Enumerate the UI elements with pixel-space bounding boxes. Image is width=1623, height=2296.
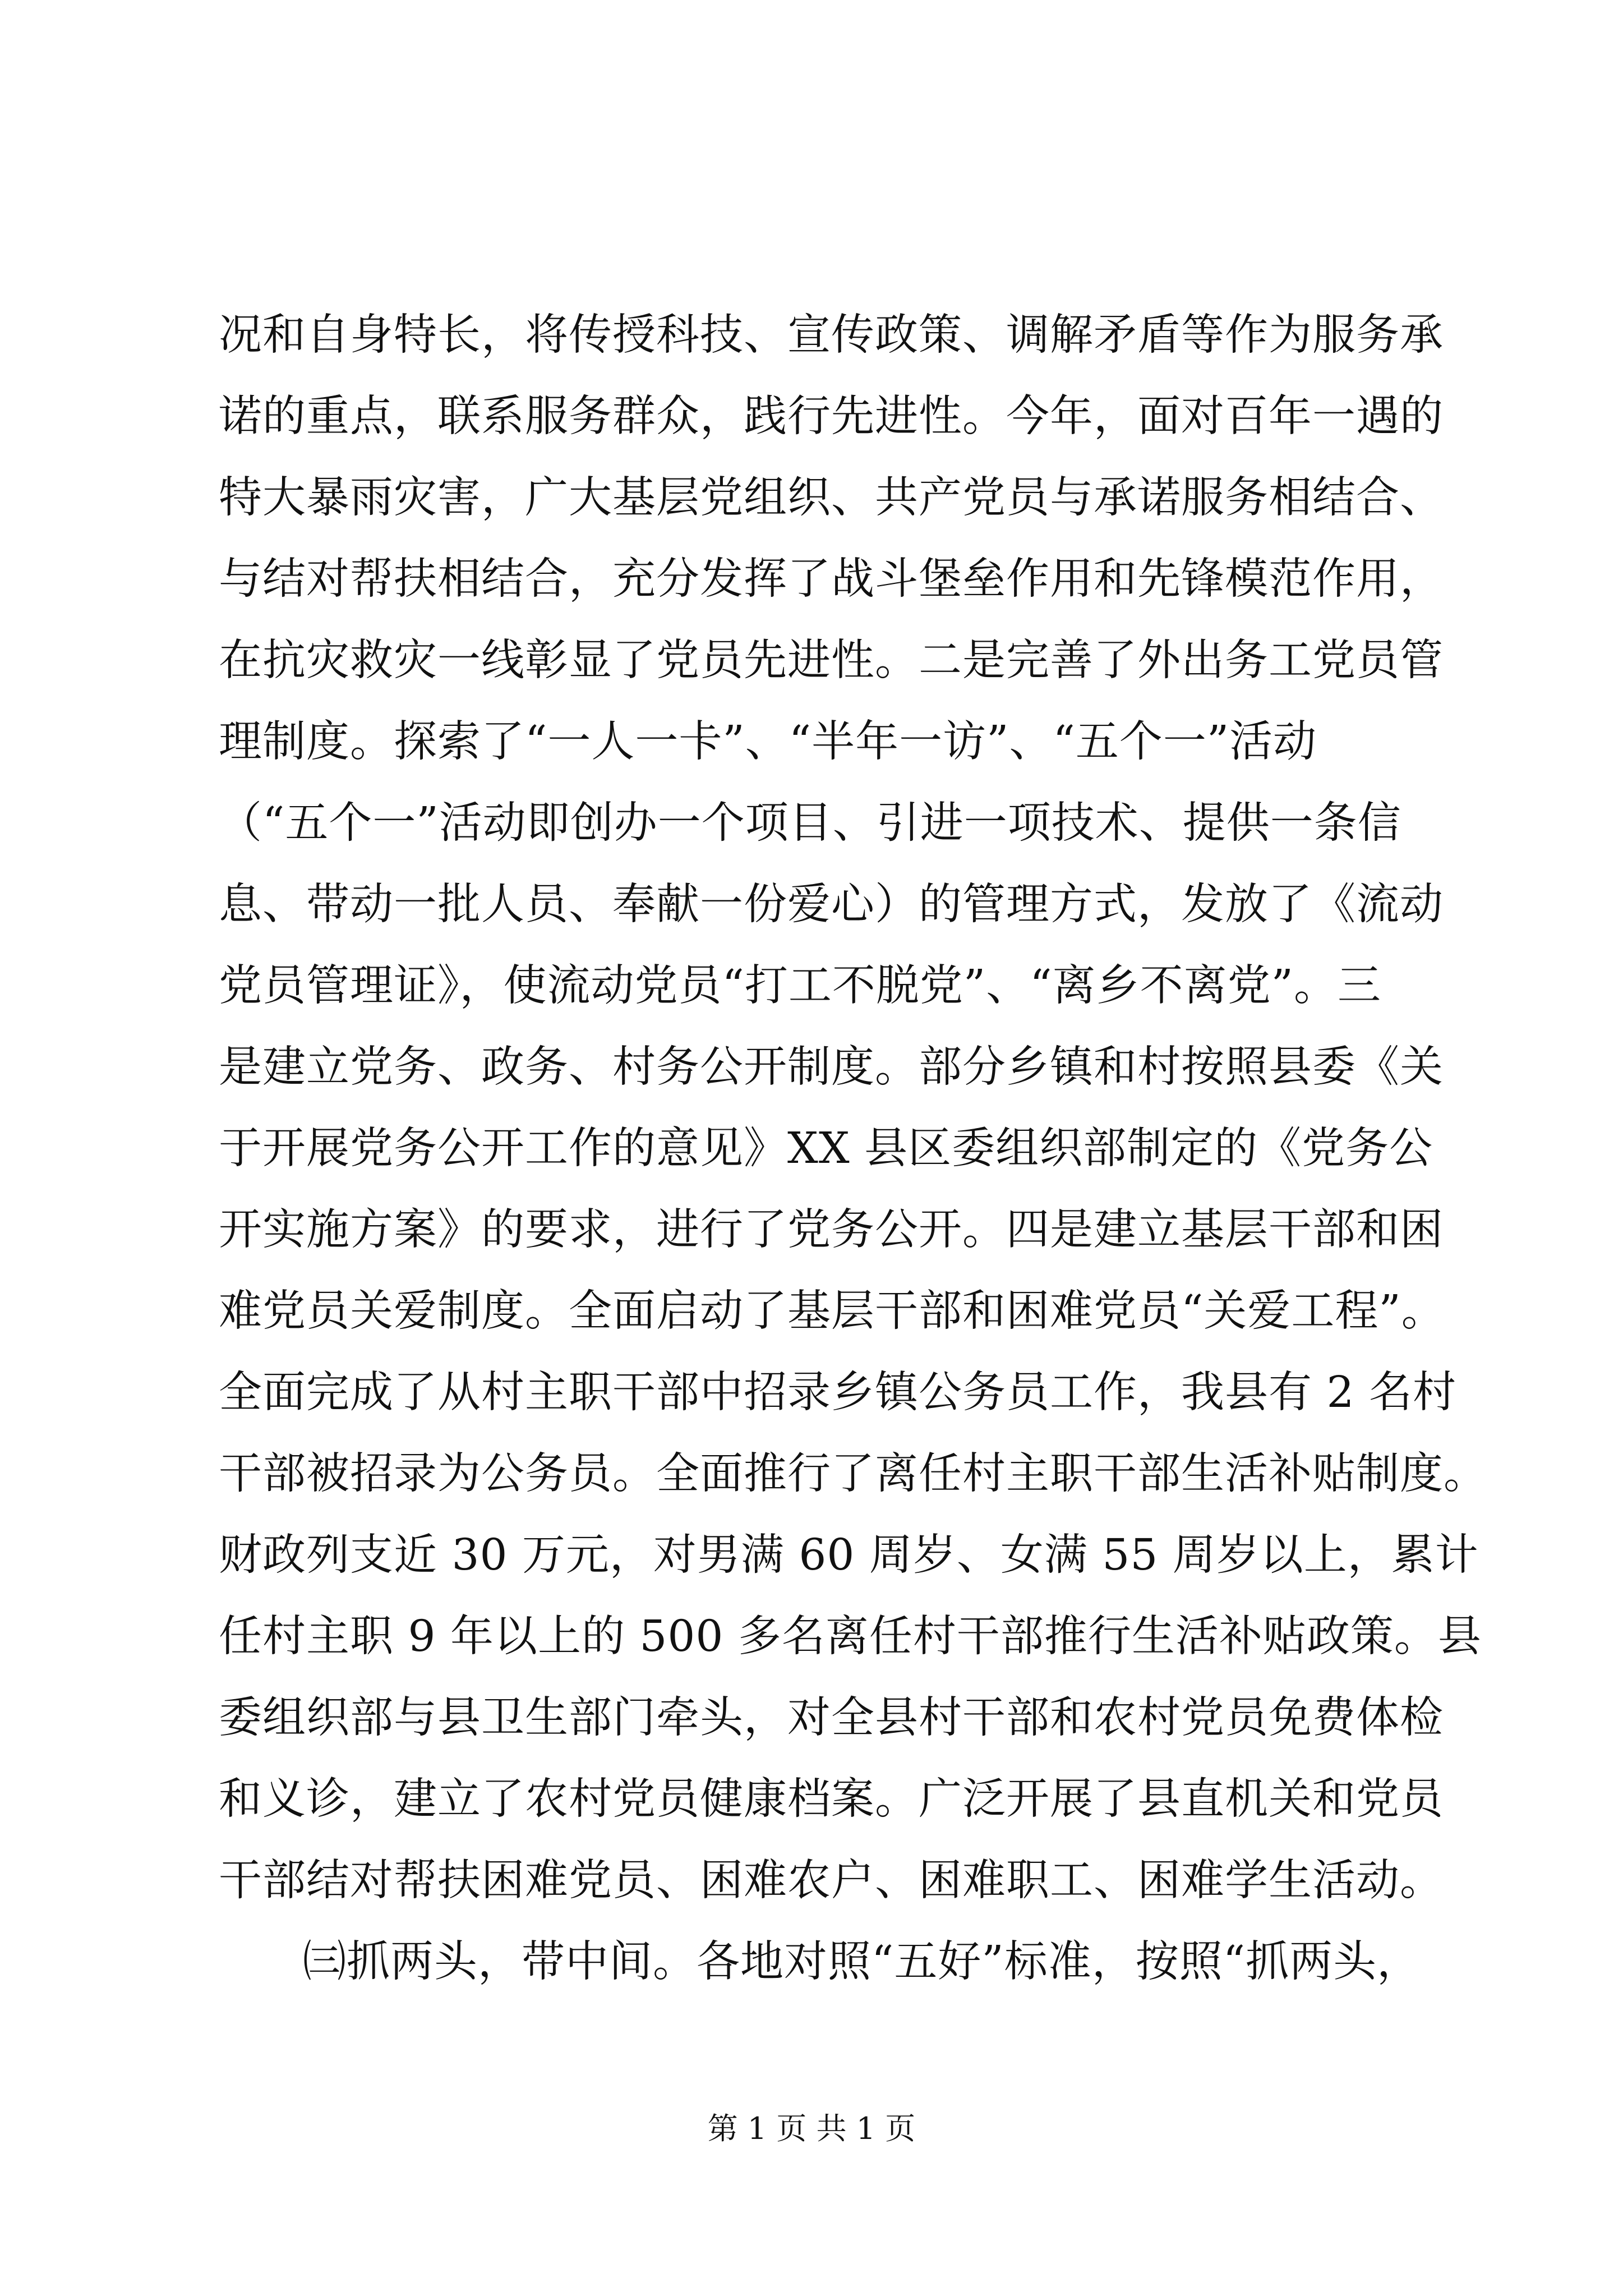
text-line-7: （“五个一”活动即创办一个项目、引进一项技术、提供一条信: [219, 798, 1401, 848]
text-line-4: 与结对帮扶相结合，充分发挥了战斗堡垒作用和先锋模范作用，: [219, 554, 1444, 604]
text-line-21: ㈢抓两头，带中间。各地对照“五好”标准，按照“抓两头，: [303, 1937, 1421, 1987]
text-line-8: 息、带动一批人员、奉献一份爱心）的管理方式，发放了《流动: [219, 880, 1444, 930]
text-line-14: 全面完成了从村主职干部中招录乡镇公务员工作，我县有 2 名村: [219, 1368, 1456, 1418]
text-line-13: 难党员关爱制度。全面启动了基层干部和困难党员“关爱工程”。: [219, 1286, 1445, 1336]
text-line-6: 理制度。探索了“一人一卡”、“半年一访”、“五个一”活动: [219, 717, 1317, 767]
text-line-15: 干部被招录为公务员。全面推行了离任村主职干部生活补贴制度。: [219, 1449, 1487, 1499]
text-line-12: 开实施方案》的要求，进行了党务公开。四是建立基层干部和困: [219, 1205, 1444, 1255]
text-line-16: 财政列支近 30 万元，对男满 60 周岁、女满 55 周岁以上，累计: [219, 1530, 1479, 1580]
text-line-19: 和义诊，建立了农村党员健康档案。广泛开展了县直机关和党员: [219, 1774, 1444, 1824]
text-line-20: 干部结对帮扶困难党员、困难农户、困难职工、困难学生活动。: [219, 1856, 1444, 1906]
text-line-1: 况和自身特长，将传授科技、宣传政策、调解矛盾等作为服务承: [219, 310, 1444, 360]
text-line-11: 于开展党务公开工作的意见》XX 县区委组织部制定的《党务公: [219, 1124, 1433, 1174]
text-line-2: 诺的重点，联系服务群众，践行先进性。今年，面对百年一遇的: [219, 392, 1444, 441]
text-line-10: 是建立党务、政务、村务公开制度。部分乡镇和村按照县委《关: [219, 1042, 1444, 1092]
text-line-17: 任村主职 9 年以上的 500 多名离任村干部推行生活补贴政策。县: [219, 1612, 1482, 1662]
text-line-3: 特大暴雨灾害，广大基层党组织、共产党员与承诺服务相结合、: [219, 473, 1444, 523]
text-line-9: 党员管理证》，使流动党员“打工不脱党”、“离乡不离党”。三: [219, 961, 1381, 1011]
page-footer: 第 1 页 共 1 页: [707, 2111, 916, 2146]
text-line-18: 委组织部与县卫生部门牵头，对全县村干部和农村党员免费体检: [219, 1693, 1444, 1743]
text-line-5: 在抗灾救灾一线彰显了党员先进性。二是完善了外出务工党员管: [219, 636, 1444, 685]
